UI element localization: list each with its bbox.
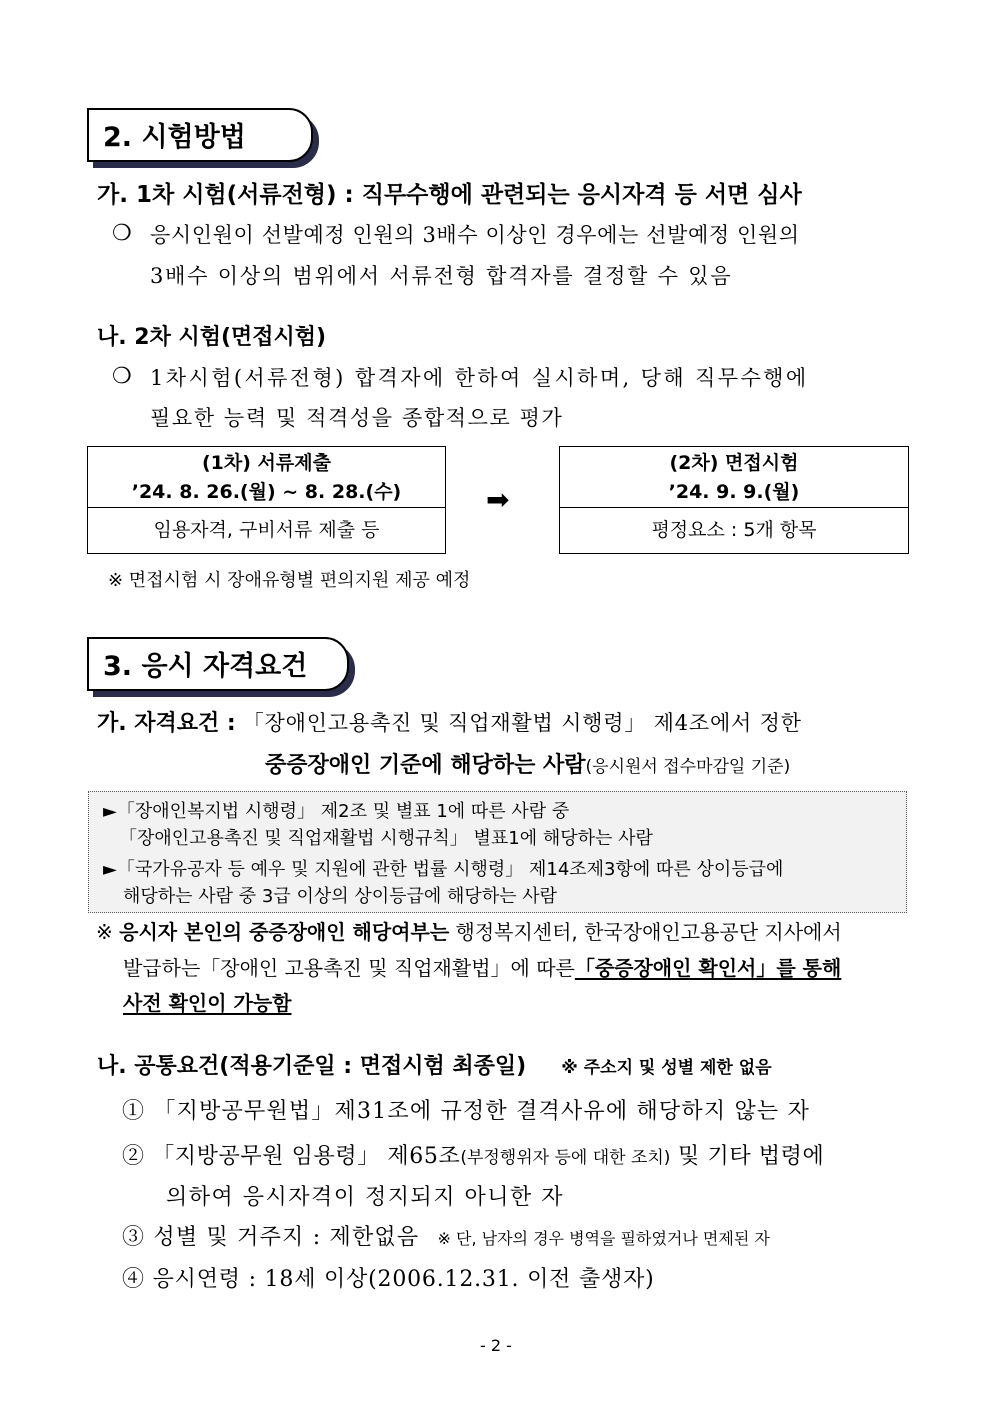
section-3-b-note: ※ 주소지 및 성별 제한 없음 [561,1058,772,1078]
item-2-line2: 의하여 응시자격이 정지되지 아니한 자 [166,1185,565,1210]
section-2-title-box [87,108,319,168]
section-3-a-bold: 중증장애인 기준에 해당하는 사람 [265,753,586,778]
item-3 [122,1220,770,1251]
item-3-num: ③ [122,1225,146,1250]
notice-line2-bold: 「중증장애인 확인서」를 통해 [574,956,842,980]
step-1-box [87,446,446,554]
criteria-line-2: 「장애인고용촉진 및 직업재활법 시행규칙」 별표1에 해당하는 사람 [119,828,653,849]
item-1-num: ① [122,1099,146,1124]
item-2-small: (부정행위자 등에 대한 조치) [460,1148,671,1168]
step-2-title: (2차) 면접시험 [669,452,799,474]
section-3-a-heading [97,706,802,737]
section-2-a-heading: 가. 1차 시험(서류전형) : 직무수행에 관련되는 응시자격 등 서면 심사 [97,182,802,208]
notice-bold: 응시자 본인의 중증장애인 해당여부는 [119,920,450,944]
item-4-num: ④ [122,1267,145,1292]
item-4-text: 응시연령 : 18세 이상(2006.12.31. 이전 출생자) [152,1267,655,1292]
step-1-body: 임용자격, 구비서류 제출 등 [153,519,380,541]
item-2-text2: 및 기타 법령에 [670,1144,825,1169]
section-2-b-line2: 필요한 능력 및 적격성을 종합적으로 평가 [150,406,564,430]
item-4 [122,1262,655,1293]
bullet-icon: ❍ [112,364,132,389]
step-1-date: ’24. 8. 26.(월) ~ 8. 28.(수) [131,481,402,503]
criteria-box [88,791,907,913]
item-1 [122,1094,810,1125]
notice-line-1 [96,916,842,945]
notice-rest: 행정복지센터, 한국장애인고용공단 지사에서 [455,920,842,944]
item-1-text: 「지방공무원법」제31조에 규정한 결격사유에 해당하지 않는 자 [153,1099,811,1124]
section-2-a-line1: 응시인원이 선발예정 인원의 3배수 이상인 경우에는 선발예정 인원의 [150,223,800,247]
section-3-a-rest: 「장애인고용촉진 및 직업재활법 시행령」 제4조에서 정한 [242,711,802,735]
section-2-a-line2: 3배수 이상의 범위에서 서류전형 합격자를 결정할 수 있음 [150,264,733,288]
section-2-title: 2. 시험방법 [103,122,246,153]
item-3-text: 성별 및 거주지 : 제한없음 [153,1225,420,1250]
step-2-body: 평정요소 : 5개 항목 [651,519,817,541]
section-2-b-heading: 나. 2차 시험(면접시험) [97,325,327,350]
bullet-icon: ❍ [112,221,132,246]
section-3-a-heading-line2 [265,748,790,779]
step-1-title: (1차) 서류제출 [202,452,331,474]
notice-line-2 [123,952,841,981]
item-2-text: 「지방공무원 임용령」 제65조 [152,1144,461,1169]
criteria-line-3: ►「국가유공자 등 예우 및 지원에 관한 법률 시행령」 제14조제3항에 따른 상이등급에 [103,859,784,880]
page-number: - 2 - [480,1336,512,1355]
item-2-num: ② [122,1144,145,1169]
notice-line2-normal: 발급하는「장애인 고용촉진 및 직업재활법」에 따른 [123,956,575,980]
section-3-title: 3. 응시 자격요건 [103,651,308,682]
section-2-note: ※ 면접시험 시 장애유형별 편의지원 제공 예정 [108,570,471,591]
criteria-line-1: ►「장애인복지법 시행령」 제2조 및 별표 1에 따른 사람 중 [103,801,570,822]
arrow-right-icon: ➡ [486,483,510,516]
notice-line-3: 사전 확인이 가능함 [123,991,292,1015]
notice-mark: ※ [96,920,113,944]
section-3-a-small: (응시원서 접수마감일 기준) [585,757,791,777]
section-3-a-label: 가. 자격요건 : [97,711,236,736]
item-2 [122,1139,824,1170]
section-3-b-heading-row [97,1049,772,1080]
item-3-small: ※ 단, 남자의 경우 병역을 필하였거나 면제된 자 [437,1229,770,1248]
step-2-box [559,446,909,554]
criteria-line-4: 해당하는 사람 중 3급 이상의 상이등급에 해당하는 사람 [123,886,558,907]
step-2-date: ’24. 9. 9.(월) [668,481,800,503]
section-3-title-box [87,637,355,697]
section-3-b-heading: 나. 공통요건(적용기준일 : 면접시험 최종일) [97,1054,527,1079]
section-2-b-line1: 1차시험(서류전형) 합격자에 한하여 실시하며, 당해 직무수행에 [150,366,809,390]
